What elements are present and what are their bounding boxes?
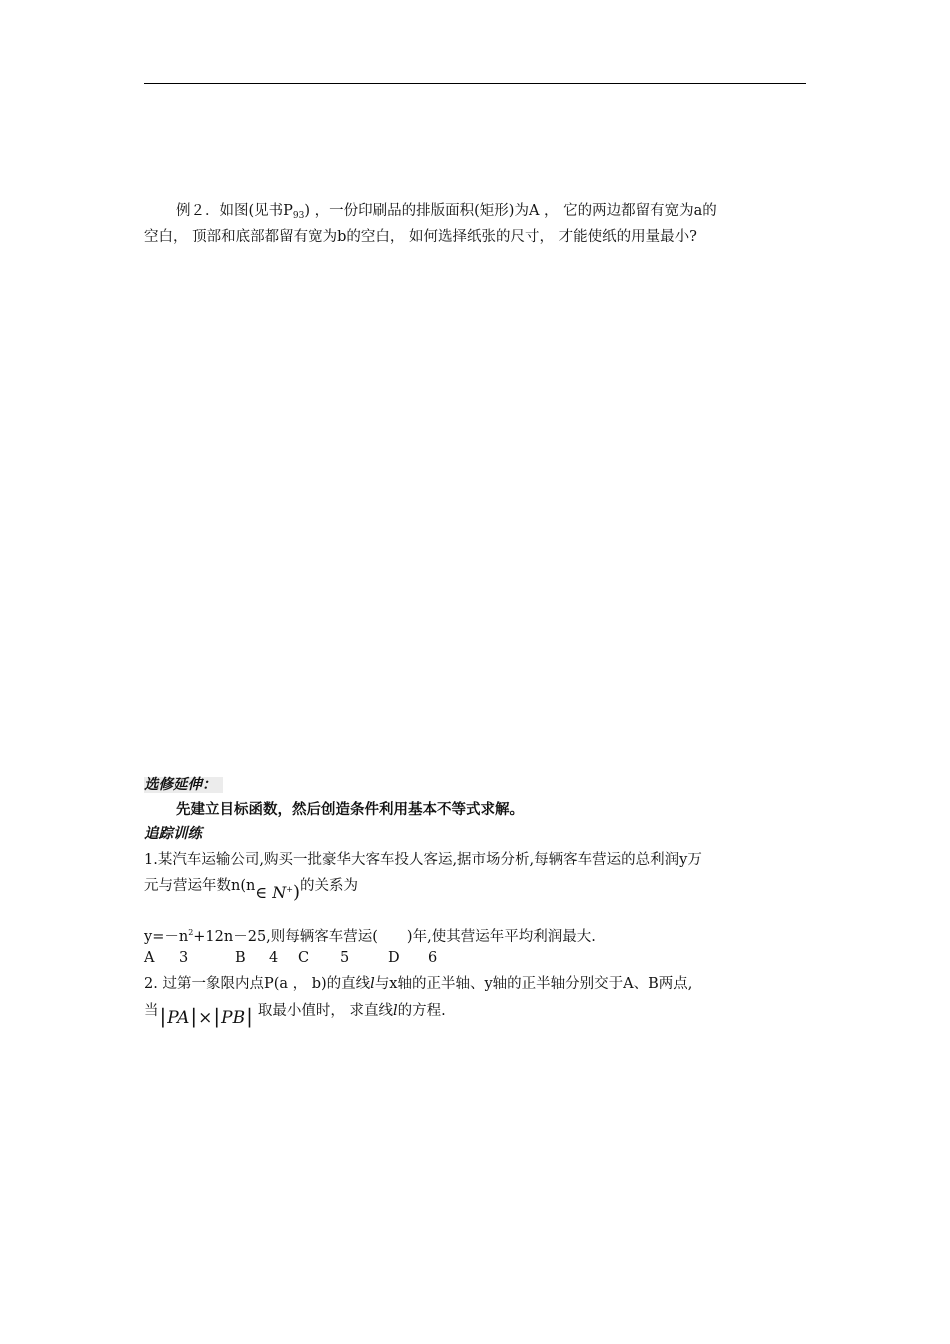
option-d-letter: D	[388, 950, 400, 966]
extension-body: 先建立目标函数，然后创造条件利用基本不等式求解。	[176, 802, 524, 818]
example-2-text-a: 例２．如图(见书P	[176, 203, 293, 219]
example-2-line-2: 空白， 顶部和底部都留有宽为b的空白， 如何选择纸张的尺寸， 才能使纸的用量最小?	[144, 229, 697, 245]
option-a-letter: A	[144, 950, 155, 966]
set-symbol-superscript: +	[286, 885, 293, 894]
question-2-line-1	[144, 974, 808, 994]
question-1-exponent: 2	[188, 928, 194, 937]
option-d-value: 6	[428, 950, 438, 966]
question-2-text-e: 的方程.	[397, 1003, 446, 1019]
question-2-text-d: 取最小值时， 求直线	[257, 1003, 393, 1019]
question-1-line-2	[144, 876, 808, 903]
pa-term: PA	[167, 1008, 190, 1028]
tracking-heading: 追踪训练	[144, 826, 202, 842]
option-c-letter: C	[298, 950, 310, 966]
example-2-text-b: ) ，一份印刷品的排版面积(矩形)为A ， 它的两边都留有宽为a的	[304, 203, 717, 219]
example-2-line-1	[144, 201, 840, 226]
question-2-text-c: 当	[144, 1003, 159, 1019]
question-2-line-2	[144, 1001, 808, 1028]
header-rule	[144, 83, 806, 84]
option-c-value: 5	[340, 950, 350, 966]
tracking-heading-row	[144, 824, 808, 844]
pb-term: PB	[221, 1008, 246, 1028]
question-1-options	[144, 948, 808, 968]
question-1-line-3	[144, 923, 808, 947]
option-b-letter: B	[235, 950, 246, 966]
times-sign: ×	[198, 1008, 213, 1028]
question-1-set-symbol: ∈ N+)	[255, 882, 301, 903]
question-1-formula-b: +12n－25,则每辆客车营运( )年,使其营运年平均利润最大.	[193, 929, 596, 945]
question-2-text-b: 与x轴的正半轴、y轴的正半轴分别交于A、B两点,	[374, 976, 693, 992]
question-1-text-a: 元与营运年数n(n	[144, 878, 256, 894]
option-b-value: 4	[269, 950, 279, 966]
extension-heading-row	[144, 775, 808, 795]
line-l-symbol: l	[370, 976, 375, 992]
example-2-page-subscript: 93	[292, 211, 305, 221]
question-1-text-b: 的关系为	[300, 878, 359, 894]
extension-heading: 选修延伸：	[144, 777, 223, 793]
question-2-text-a: 2. 过第一象限内点P(a ， b)的直线	[144, 976, 371, 992]
question-1-formula-a: y=－n	[144, 929, 189, 945]
option-a-value: 3	[179, 950, 189, 966]
set-symbol-text: ∈ N	[255, 883, 287, 902]
question-1-line-1: 1.某汽车运输公司,购买一批豪华大客车投人客运,据市场分析,每辆客车营运的总利润y万	[144, 852, 702, 868]
line-l-symbol-2: l	[392, 1003, 398, 1019]
distance-product-formula: |PA|×|PB|	[159, 1004, 253, 1028]
